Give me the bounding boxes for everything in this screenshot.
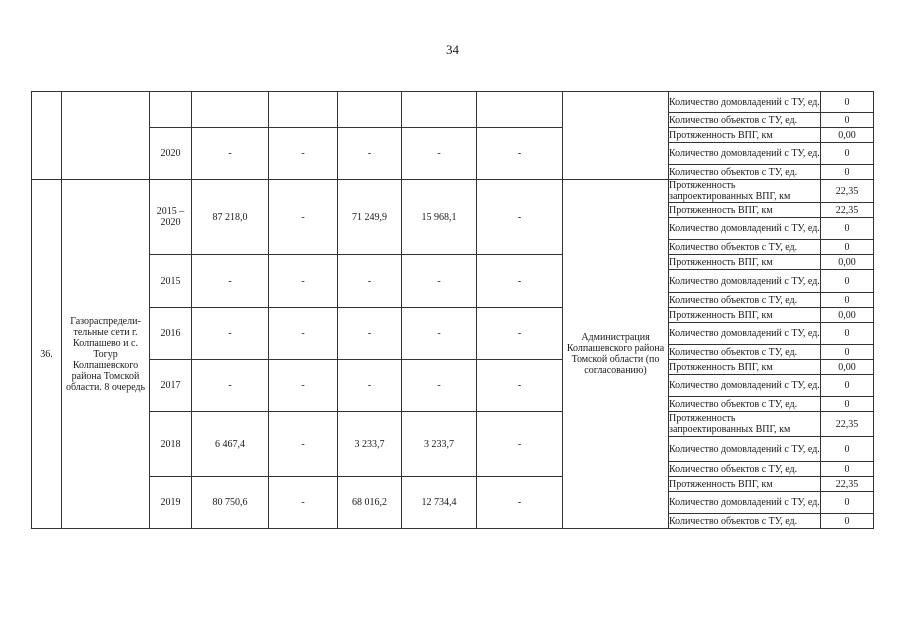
amount-cell: - [269,255,338,308]
amount-cell: 3 233,7 [338,412,402,477]
num-cell [32,92,62,180]
amount-cell [269,92,338,128]
indicator-label: Протяженность запроектированных ВПГ, км [669,180,821,203]
page-number: 34 [446,42,459,57]
program-table [31,91,874,529]
indicator-label: Количество объектов с ТУ, ед. [669,240,821,255]
amount-cell: 12 734,4 [402,477,477,529]
object-name: Газораспредели-тельные сети г. Колпашево и с. Тогур Колпашевского района Томской области. 8 очередь [62,180,150,529]
indicator-label: Протяженность ВПГ, км [669,203,821,218]
amount-cell: 87 218,0 [192,180,269,255]
table-row [32,128,874,143]
table-row [32,308,874,323]
year-cell: 2019 [150,477,192,529]
amount-cell: 3 233,7 [402,412,477,477]
amount-cell [402,92,477,128]
amount-cell [338,92,402,128]
indicator-value: 0,00 [821,128,874,143]
indicator-value: 0 [821,113,874,128]
amount-cell: - [338,255,402,308]
indicator-label: Количество объектов с ТУ, ед. [669,293,821,308]
indicator-value: 0 [821,218,874,240]
amount-cell: 6 467,4 [192,412,269,477]
indicator-label: Количество домовладений с ТУ, ед. [669,437,821,462]
indicator-label: Протяженность запроектированных ВПГ, км [669,412,821,437]
table-row [32,180,874,203]
amount-cell: - [338,308,402,360]
indicator-value: 0,00 [821,255,874,270]
indicator-value: 22,35 [821,477,874,492]
indicator-label: Количество домовладений с ТУ, ед. [669,375,821,397]
amount-cell: - [477,477,563,529]
amount-cell: - [402,360,477,412]
amount-cell: 80 750,6 [192,477,269,529]
indicator-value: 0 [821,240,874,255]
indicator-label: Количество домовладений с ТУ, ед. [669,143,821,165]
indicator-label: Количество объектов с ТУ, ед. [669,113,821,128]
amount-cell: - [192,255,269,308]
amount-cell: - [269,477,338,529]
indicator-label: Протяженность ВПГ, км [669,255,821,270]
year-cell: 2018 [150,412,192,477]
executor-cell [563,92,669,180]
year-cell: 2015 [150,255,192,308]
indicator-label: Количество домовладений с ТУ, ед. [669,323,821,345]
indicator-value: 0 [821,92,874,113]
year-cell: 2015 – 2020 [150,180,192,255]
indicator-label: Количество объектов с ТУ, ед. [669,345,821,360]
amount-cell: - [192,128,269,180]
indicator-label: Протяженность ВПГ, км [669,308,821,323]
amount-cell: - [402,255,477,308]
amount-cell: - [192,360,269,412]
indicator-label: Количество объектов с ТУ, ед. [669,462,821,477]
indicator-value: 0 [821,492,874,514]
indicator-label: Протяженность ВПГ, км [669,477,821,492]
indicator-value: 22,35 [821,412,874,437]
amount-cell: - [402,308,477,360]
indicator-value: 0 [821,323,874,345]
indicator-value: 22,35 [821,203,874,218]
amount-cell: - [338,360,402,412]
year-cell: 2016 [150,308,192,360]
year-cell: 2017 [150,360,192,412]
indicator-value: 0 [821,143,874,165]
executor-cell: Администрация Колпашевского района Томской области (по согласованию) [563,180,669,529]
table-row [32,92,874,113]
indicator-value: 0,00 [821,360,874,375]
amount-cell: 71 249,9 [338,180,402,255]
year-cell [150,92,192,128]
indicator-value: 22,35 [821,180,874,203]
amount-cell: - [477,128,563,180]
table-row [32,477,874,492]
row-number: 36. [32,180,62,529]
indicator-label: Количество объектов с ТУ, ед. [669,165,821,180]
table-row [32,360,874,375]
indicator-value: 0 [821,345,874,360]
amount-cell: - [402,128,477,180]
indicator-value: 0 [821,375,874,397]
name-cell [62,92,150,180]
amount-cell: - [477,308,563,360]
table-row [32,255,874,270]
amount-cell: - [269,128,338,180]
amount-cell: - [269,412,338,477]
amount-cell: - [269,308,338,360]
indicator-label: Протяженность ВПГ, км [669,360,821,375]
indicator-label: Количество домовладений с ТУ, ед. [669,218,821,240]
amount-cell: 15 968,1 [402,180,477,255]
amount-cell: - [338,128,402,180]
indicator-value: 0 [821,514,874,529]
table-row [32,412,874,437]
amount-cell: - [477,180,563,255]
amount-cell: - [477,360,563,412]
indicator-value: 0 [821,397,874,412]
indicator-label: Количество объектов с ТУ, ед. [669,514,821,529]
amount-cell [192,92,269,128]
amount-cell: - [477,412,563,477]
indicator-value: 0,00 [821,308,874,323]
indicator-value: 0 [821,462,874,477]
indicator-label: Количество домовладений с ТУ, ед. [669,492,821,514]
amount-cell: - [192,308,269,360]
amount-cell: 68 016,2 [338,477,402,529]
indicator-value: 0 [821,293,874,308]
indicator-label: Количество домовладений с ТУ, ед. [669,92,821,113]
indicator-label: Протяженность ВПГ, км [669,128,821,143]
indicator-label: Количество объектов с ТУ, ед. [669,397,821,412]
indicator-value: 0 [821,165,874,180]
indicator-label: Количество домовладений с ТУ, ед. [669,270,821,293]
amount-cell: - [269,360,338,412]
indicator-value: 0 [821,437,874,462]
amount-cell: - [477,255,563,308]
amount-cell [477,92,563,128]
year-cell: 2020 [150,128,192,180]
indicator-value: 0 [821,270,874,293]
amount-cell: - [269,180,338,255]
